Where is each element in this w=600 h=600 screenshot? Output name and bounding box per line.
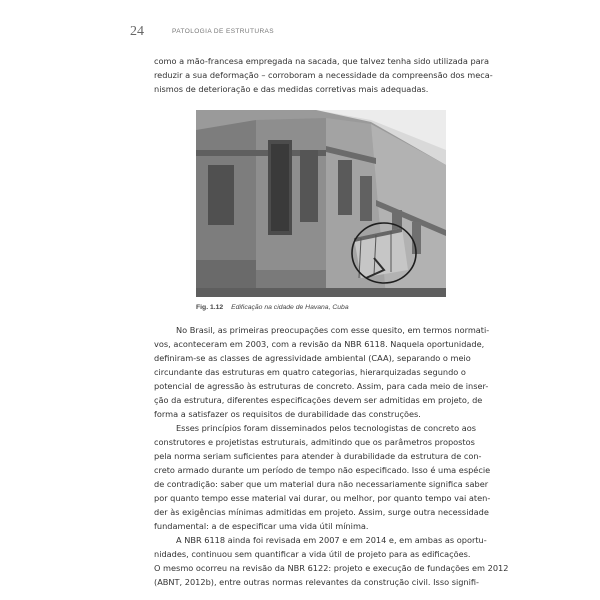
running-head: PATOLOGIA DE ESTRUTURAS [172, 28, 275, 35]
text-line: por quanto tempo esse material vai durar, ou melhor, por quanto tempo vai aten- [154, 493, 491, 503]
paragraph-3 [154, 533, 509, 589]
photo-illustration [196, 110, 446, 297]
building-photo [196, 110, 446, 297]
text-line: de contradição: saber que um material dura não necessariamente significa saber [154, 479, 489, 489]
page-header [130, 24, 540, 40]
page-number: 24 [130, 24, 144, 39]
text-line: Esses princípios foram disseminados pelos tecnologistas de concreto aos [176, 423, 477, 433]
text-line: nismos de deterioração e das medidas corretivas mais adequadas. [154, 84, 429, 94]
text-line: ção da estrutura, diferentes especificações devem ser admitidas em projeto, de [154, 395, 483, 405]
text-line: como a mão-francesa empregada na sacada, que talvez tenha sido utilizada para [154, 56, 490, 66]
text-line: nidades, continuou sem quantificar a vida útil de projeto para as edificações. [154, 549, 471, 559]
figure-caption [196, 304, 456, 311]
text-line: vos, aconteceram em 2003, com a revisão da NBR 6118. Naquela oportunidade, [154, 339, 485, 349]
paragraph-1 [154, 323, 490, 421]
text-line: creto armado durante um período de tempo não especificado. Isso é uma espécie [154, 465, 491, 475]
text-line: O mesmo ocorreu na revisão da NBR 6122: projeto e execução de fundações em 2012 [154, 563, 509, 573]
text-line: A NBR 6118 ainda foi revisada em 2007 e em 2014 e, em ambas as oportu- [176, 535, 487, 545]
text-line: der às exigências mínimas admitidas em projeto. Assim, surge outra necessidade [154, 507, 489, 517]
text-line: fundamental: a de especificar uma vida útil mínima. [154, 521, 369, 531]
text-line: reduzir a sua deformação – corroboram a necessidade da compreensão dos meca- [154, 70, 493, 80]
text-line: definiram-se as classes de agressividade ambiental (CAA), separando o meio [154, 353, 471, 363]
text-line: No Brasil, as primeiras preocupações com esse quesito, em termos normati- [176, 325, 490, 335]
text-line: pela norma seriam suficientes para atender à durabilidade da estrutura de con- [154, 451, 482, 461]
paragraph-intro [154, 54, 493, 96]
figure-label: Fig. 1.12 [196, 304, 224, 311]
figure-caption-text: Edificação na cidade de Havana, Cuba [231, 304, 349, 311]
text-line: potencial de agressão às estruturas de concreto. Assim, para cada meio de inser- [154, 381, 489, 391]
text-line: (ABNT, 2012b), entre outras normas relevantes da construção civil. Isso signifi- [154, 577, 480, 587]
text-line: circundante das estruturas em quatro categorias, hierarquizadas segundo o [154, 367, 466, 377]
text-line: forma a satisfazer os requisitos de durabilidade das construções. [154, 409, 421, 419]
paragraph-2 [154, 421, 491, 533]
text-line: construtores e projetistas estruturais, admitindo que os parâmetros propostos [154, 437, 475, 447]
